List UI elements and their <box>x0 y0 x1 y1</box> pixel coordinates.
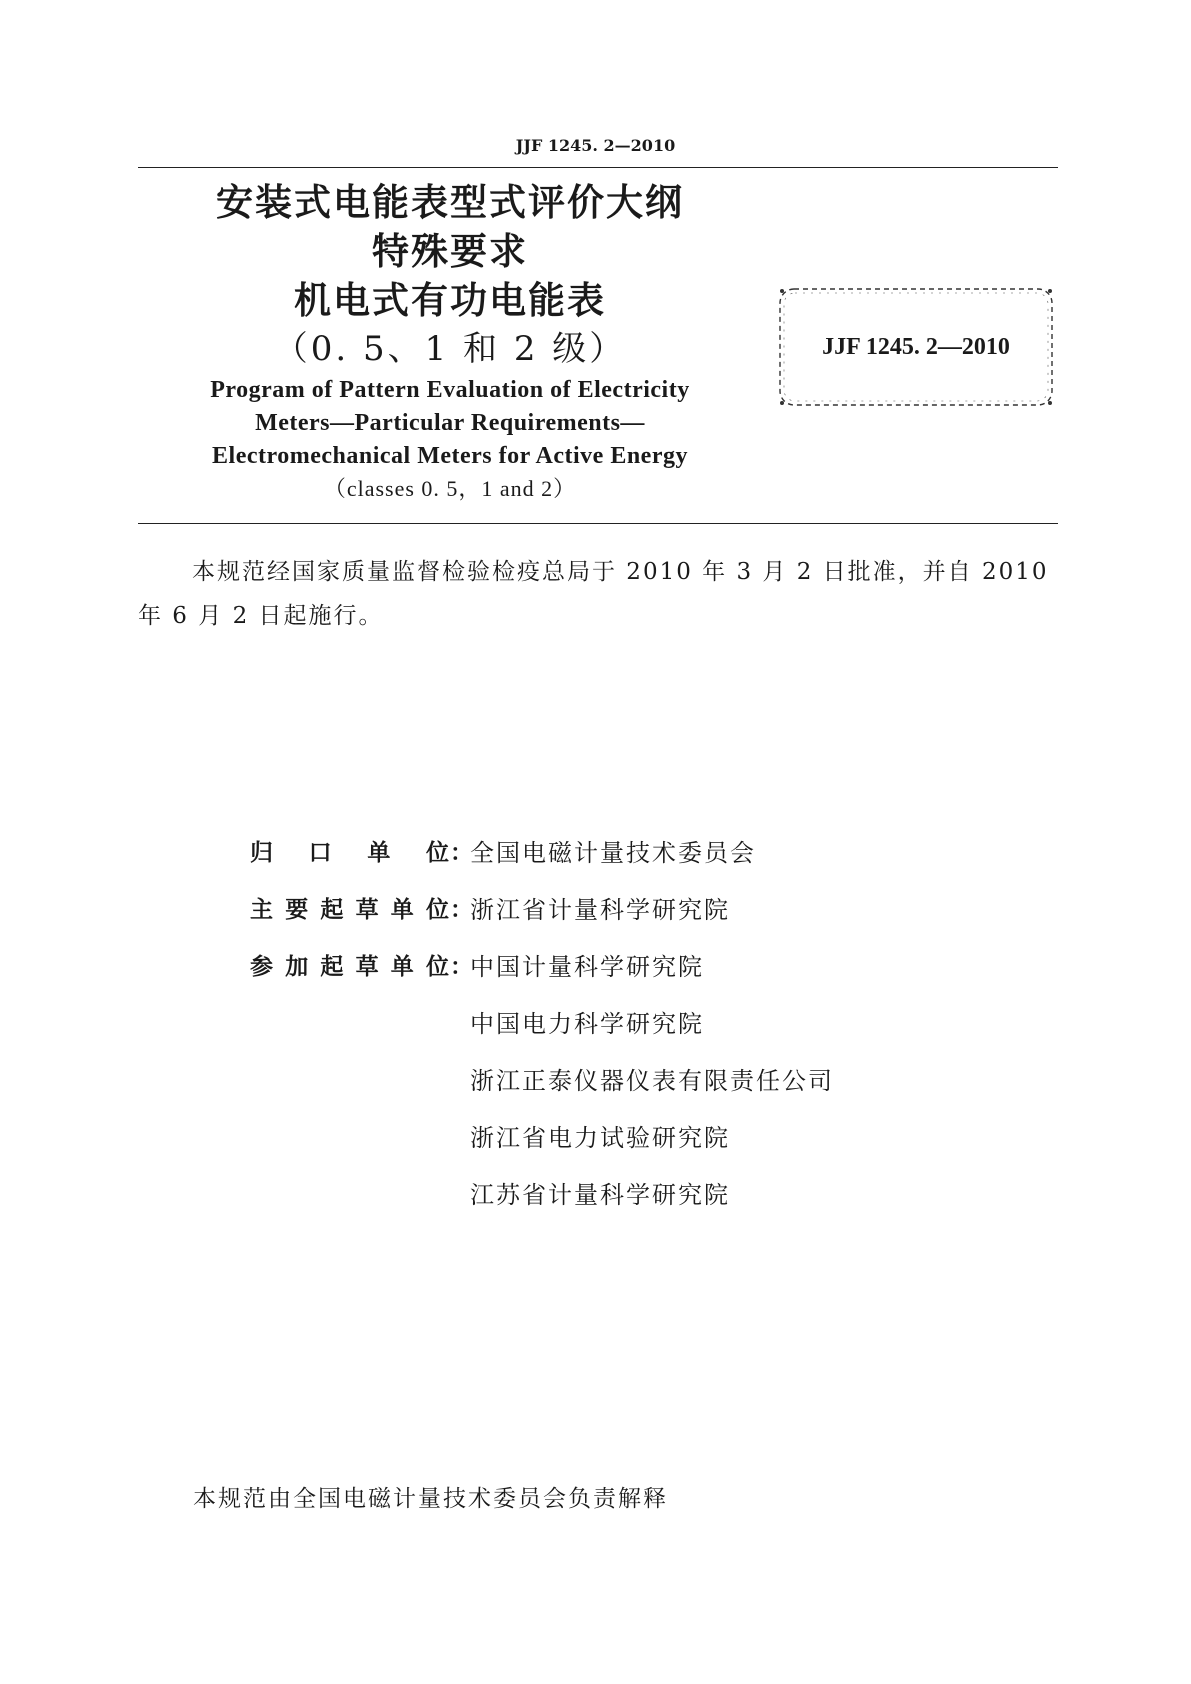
unit-value: 浙江省计量科学研究院 <box>470 896 730 924</box>
middle-divider <box>138 523 1058 524</box>
unit-value: 中国电力科学研究院 <box>470 1010 704 1038</box>
header-standard-code: JJF 1245. 2—2010 <box>515 136 676 155</box>
unit-row <box>250 993 834 1050</box>
unit-row <box>250 1050 834 1107</box>
drafting-units <box>250 822 834 1221</box>
unit-value: 浙江省电力试验研究院 <box>470 1124 730 1152</box>
unit-value: 浙江正泰仪器仪表有限责任公司 <box>470 1067 834 1095</box>
standard-code-box <box>776 285 1056 409</box>
unit-value: 江苏省计量科学研究院 <box>470 1181 730 1209</box>
unit-colon: ： <box>450 840 473 866</box>
unit-row <box>250 1164 834 1221</box>
en-title-line-1: Program of Pattern Evaluation of Electricity <box>210 377 690 403</box>
en-class-line: （classes 0. 5，1 and 2） <box>323 476 577 501</box>
top-divider <box>138 167 1058 168</box>
title-block <box>150 178 750 505</box>
unit-row <box>250 822 834 879</box>
unit-colon: ： <box>450 897 473 923</box>
zh-class-line: （0. 5、1 和 2 级） <box>273 329 627 369</box>
unit-label: 归口单位 <box>250 840 450 866</box>
unit-row <box>250 879 834 936</box>
interpretation-note: 本规范由全国电磁计量技术委员会负责解释 <box>193 1486 668 1512</box>
unit-value: 中国计量科学研究院 <box>470 953 704 981</box>
approval-statement: 本规范经国家质量监督检验检疫总局于 2010 年 3 月 2 日批准，并自 2010 年 6 月 2 日起施行。 <box>138 559 1049 629</box>
en-title-line-2: Meters—Particular Requirements— <box>255 410 645 436</box>
unit-row <box>250 936 834 993</box>
unit-label: 参加起草单位 <box>250 954 450 980</box>
zh-title-line-3: 机电式有功电能表 <box>294 279 606 322</box>
unit-value: 全国电磁计量技术委员会 <box>470 839 756 867</box>
zh-title-line-1: 安装式电能表型式评价大纲 <box>216 181 684 224</box>
en-title-line-3: Electromechanical Meters for Active Energy <box>212 443 688 469</box>
unit-label: 主要起草单位 <box>250 897 450 923</box>
zh-title-line-2: 特殊要求 <box>372 230 528 273</box>
unit-row <box>250 1107 834 1164</box>
unit-colon: ： <box>450 954 473 980</box>
code-box-text: JJF 1245. 2—2010 <box>822 333 1010 360</box>
